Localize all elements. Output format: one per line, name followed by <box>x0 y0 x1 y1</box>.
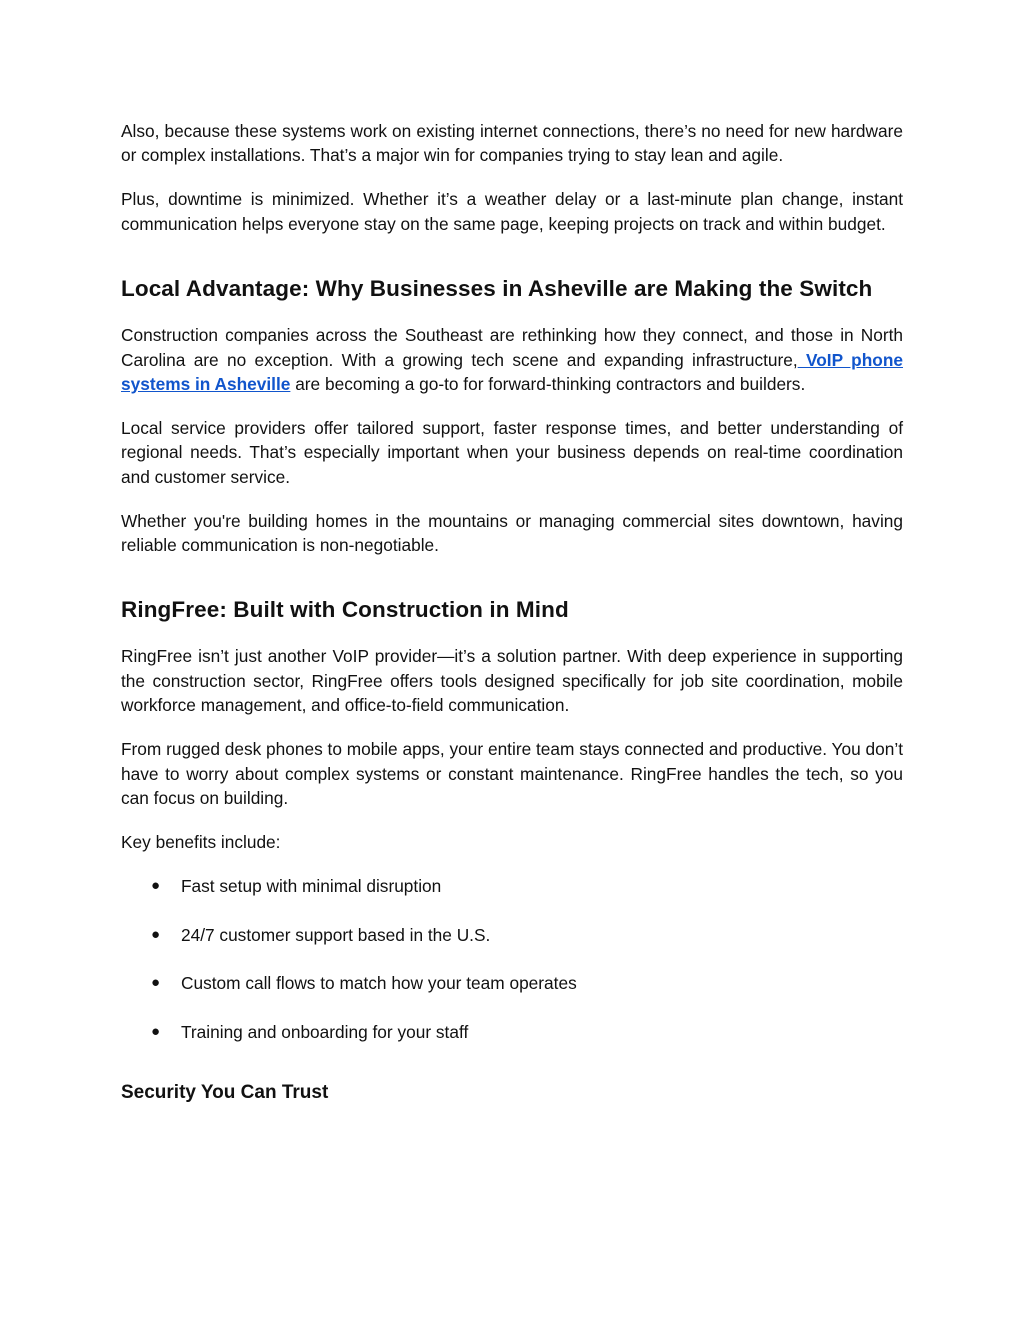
local-paragraph-1 <box>121 323 903 396</box>
list-item <box>121 971 903 995</box>
bullet-icon: ● <box>151 974 161 992</box>
benefit-text: 24/7 customer support based in the U.S. <box>181 924 491 945</box>
intro-paragraph-1: Also, because these systems work on existing internet connections, there’s no need for new hardware or complex installations. That’s a major win for companies trying to stay lean and agile. <box>121 121 903 166</box>
bullet-icon: ● <box>151 1023 161 1040</box>
intro-paragraph-2: Plus, downtime is minimized. Whether it’s a weather delay or a last-minute plan change, instant communication helps everyone stay on the same page, keeping projects on track and within budget. <box>121 189 903 234</box>
list-item <box>121 1020 903 1044</box>
bullet-icon: ● <box>151 925 161 943</box>
local-paragraph-2: Local service providers offer tailored support, faster response times, and better understanding of regional needs. That’s especially important when your business depends on real-time coordination and customer service. <box>121 417 903 487</box>
list-item <box>121 874 903 898</box>
voip-asheville-link[interactable]: VoIP phone systems in Asheville <box>121 349 903 394</box>
local-paragraph-1-text-before: Construction companies across the Southeast are rethinking how they connect, and those in North Carolina are no exception. With a growing tech scene and expanding infrastructure, <box>121 325 903 370</box>
ringfree-paragraph-2: From rugged desk phones to mobile apps, your entire team stays connected and productive. You don’t have to worry about complex systems or constant maintenance. RingFree handles the tech, so you can focus on building. <box>121 739 903 808</box>
ringfree-paragraph-1: RingFree isn’t just another VoIP provider—it’s a solution partner. With deep experience in supporting the construction sector, RingFree offers tools designed specifically for job site coordination, mobile workforce management, and office-to-field communication. <box>121 646 903 716</box>
benefits-list <box>121 874 903 1044</box>
document-page <box>121 119 903 1105</box>
security-heading: Security You Can Trust <box>121 1082 329 1104</box>
local-paragraph-3: Whether you're building homes in the mountains or managing commercial sites downtown, having reliable communication is non-negotiable. <box>121 510 903 555</box>
list-item <box>121 923 903 947</box>
local-advantage-heading: Local Advantage: Why Businesses in Asheville are Making the Switch <box>121 276 873 302</box>
local-paragraph-1-text-after: are becoming a go-to for forward-thinking contractors and builders. <box>290 373 806 394</box>
bullet-icon: ● <box>151 877 161 895</box>
benefit-text: Training and onboarding for your staff <box>181 1022 469 1042</box>
benefits-intro: Key benefits include: <box>121 831 281 852</box>
ringfree-heading: RingFree: Built with Construction in Mind <box>121 597 569 623</box>
benefit-text: Fast setup with minimal disruption <box>181 876 442 897</box>
benefit-text: Custom call flows to match how your team operates <box>181 973 577 994</box>
